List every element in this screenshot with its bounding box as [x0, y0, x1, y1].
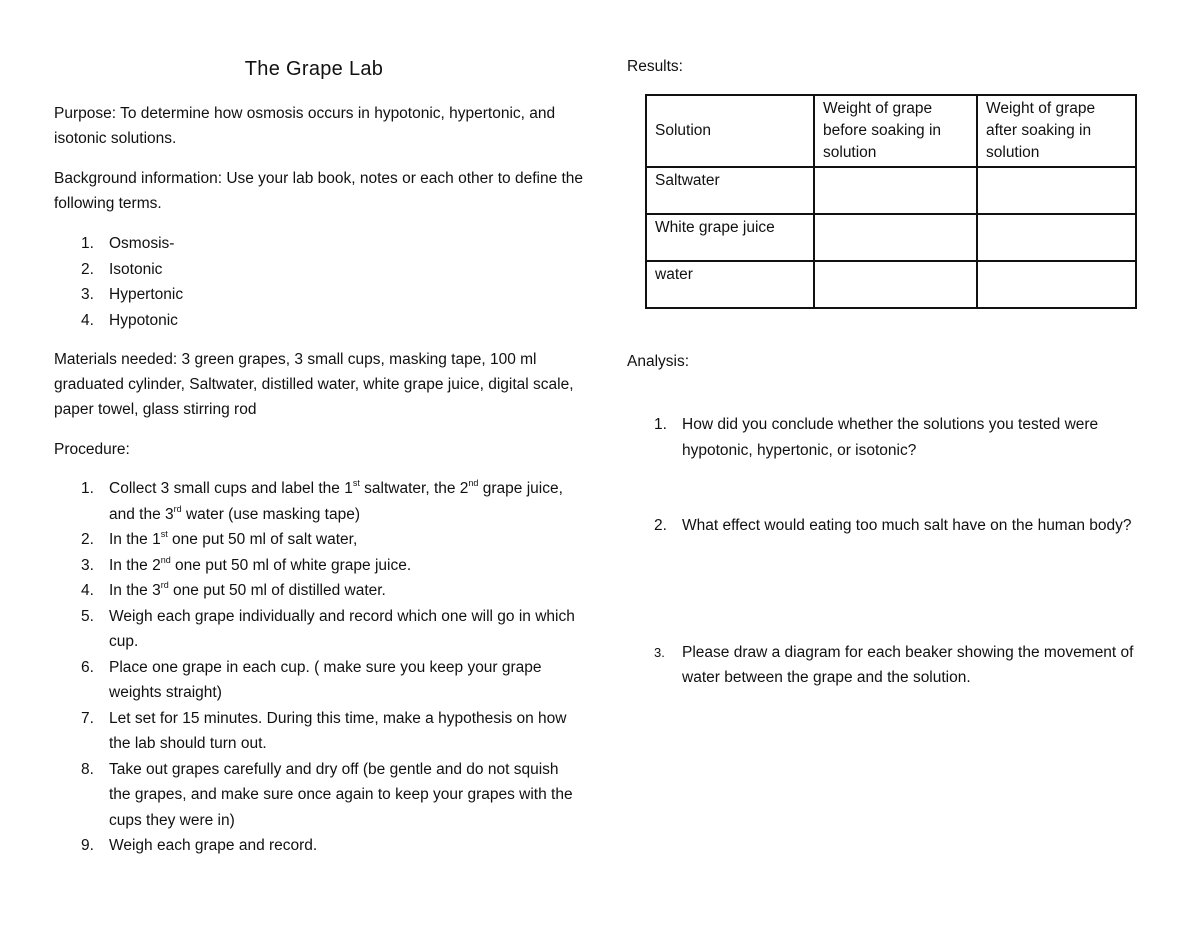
table-header-row	[646, 95, 1136, 167]
list-item: 4. Hypotonic	[81, 311, 178, 329]
empty-cell[interactable]	[814, 167, 977, 214]
page-title: The Grape Lab	[244, 58, 384, 80]
list-item: 3. In the 2nd one put 50 ml of white grape juice.	[81, 554, 412, 574]
table-cell: Saltwater	[646, 167, 814, 214]
list-item: 9. Weigh each grape and record.	[81, 837, 318, 854]
table-header-cell: Weight of grape before soaking in solution	[814, 95, 977, 167]
list-item: 8. Take out grapes carefully and dry off (be gentle and do not squish the grapes, and make sure once again to keep your grapes with the cups they were in)	[81, 760, 573, 829]
list-item: 1. Osmosis-	[81, 235, 175, 252]
procedure-list	[54, 476, 584, 859]
empty-cell[interactable]	[977, 261, 1136, 308]
procedure-label: Procedure:	[54, 441, 130, 458]
table-row	[646, 214, 1136, 261]
table-row	[646, 167, 1136, 214]
list-item: 6. Place one grape in each cup. ( make sure you keep your grape weights straight)	[81, 658, 542, 701]
term-text: Isotonic	[109, 260, 163, 278]
list-item: 7. Let set for 15 minutes. During this time, make a hypothesis on how the lab should turn out.	[81, 709, 567, 752]
table-header-cell: Solution	[646, 95, 814, 167]
list-item: 2. In the 1st one put 50 ml of salt water,	[81, 529, 358, 548]
terms-list	[54, 231, 584, 333]
purpose-text: Purpose: To determine how osmosis occurs in hypotonic, hypertonic, and isotonic solutions.	[54, 105, 556, 147]
table-cell: water	[646, 261, 814, 308]
materials-text: Materials needed: 3 green grapes, 3 small cups, masking tape, 100 ml graduated cylinder, Saltwater, distilled water, white grape juice, digital scale, paper towel, glass stirring rod	[54, 351, 574, 418]
term-text: Hypertonic	[109, 286, 184, 303]
term-text: Hypotonic	[109, 311, 178, 329]
table-header-cell: Weight of grape after soaking in solution	[977, 95, 1136, 167]
table-row	[646, 261, 1136, 308]
list-item: 1. Collect 3 small cups and label the 1st saltwater, the 2nd grape juice, and the 3rd water (use masking tape)	[81, 478, 563, 523]
term-text: Osmosis-	[109, 235, 175, 252]
analysis-question: 2. What effect would eating too much salt have on the human body?	[654, 517, 1132, 534]
empty-cell[interactable]	[814, 261, 977, 308]
left-column	[54, 58, 584, 859]
results-label: Results:	[627, 58, 683, 75]
analysis-label: Analysis:	[627, 353, 690, 370]
list-item: 3. Hypertonic	[81, 286, 184, 303]
empty-cell[interactable]	[977, 214, 1136, 261]
background-text: Background information: Use your lab book, notes or each other to define the following terms.	[54, 170, 584, 212]
list-item: 4. In the 3rd one put 50 ml of distilled water.	[81, 580, 386, 599]
table-cell: White grape juice	[646, 214, 814, 261]
empty-cell[interactable]	[977, 167, 1136, 214]
analysis-question: 3. Please draw a diagram for each beaker showing the movement of water between the grape and the solution.	[654, 643, 1134, 686]
list-item: 2. Isotonic	[81, 260, 163, 278]
list-item: 5. Weigh each grape individually and record which one will go in which cup.	[81, 607, 575, 650]
analysis-question: 1. How did you conclude whether the solutions you tested were hypotonic, hypertonic, or isotonic?	[654, 416, 1099, 459]
empty-cell[interactable]	[814, 214, 977, 261]
results-table	[645, 94, 1137, 309]
right-column	[627, 56, 1167, 691]
